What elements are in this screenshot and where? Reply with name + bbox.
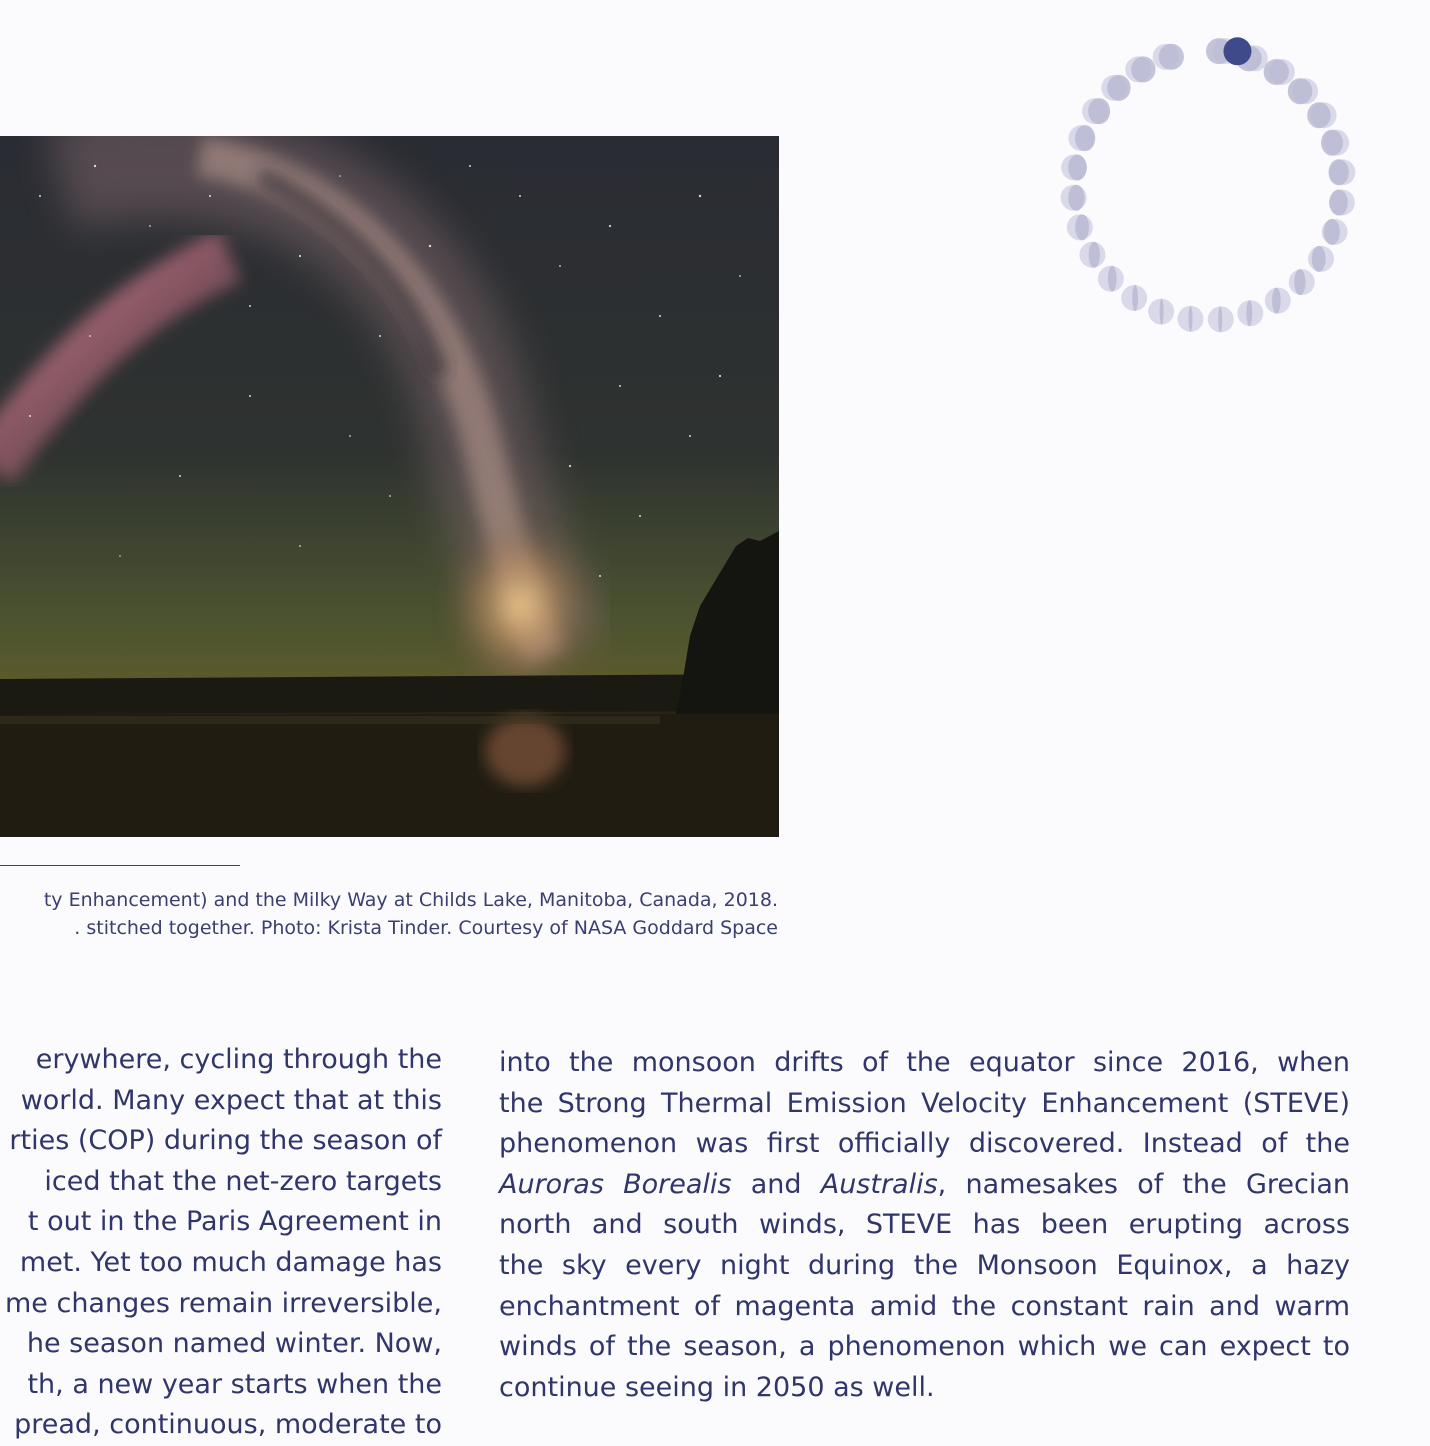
moon-phase-icon xyxy=(1125,56,1155,82)
moon-phase-icon xyxy=(1329,190,1355,216)
moon-phase-icon xyxy=(1148,299,1174,325)
moon-phase-icon xyxy=(1321,130,1349,156)
moon-phase-ring xyxy=(1050,30,1370,340)
moon-phase-icon xyxy=(1308,246,1334,272)
photo-caption xyxy=(0,886,778,942)
left-line-1: erywhere, cycling through the xyxy=(35,1044,442,1075)
moon-phase-icon xyxy=(1208,306,1234,332)
left-line-8: he season named winter. Now, xyxy=(26,1328,442,1360)
moon-phase-icon xyxy=(1067,214,1093,240)
moon-phase-icon xyxy=(1101,75,1130,101)
left-line-5: t out in the Paris Agreement in xyxy=(27,1206,442,1238)
moon-phase-icon xyxy=(1082,98,1110,124)
left-text-column xyxy=(0,1040,442,1446)
right-line-1: into the monsoon drifts of the equator since 2016, when xyxy=(499,1047,1350,1078)
moon-phase-icon xyxy=(1177,306,1203,332)
aurora-milky-way-photo xyxy=(0,136,779,837)
right-line-8: winds of the season, a phenomenon which we can expect to xyxy=(499,1331,1350,1363)
left-line-4: iced that the net-zero targets xyxy=(44,1165,442,1197)
left-line-10: pread, continuous, moderate to xyxy=(14,1409,442,1441)
right-line-4-mid: and xyxy=(731,1168,821,1200)
moon-phase-icon xyxy=(1237,300,1263,326)
caption-divider xyxy=(0,865,240,866)
moon-phase-icon xyxy=(1264,59,1295,85)
australis-italic: Australis xyxy=(820,1168,938,1200)
moon-phase-active-icon xyxy=(1223,37,1251,65)
right-line-5: north and south winds, STEVE has been erupting across xyxy=(499,1209,1350,1241)
right-line-6: the sky every night during the Monsoon Equinox, a hazy xyxy=(499,1249,1350,1281)
moon-phase-icon xyxy=(1307,102,1336,128)
right-line-2: the Strong Thermal Emission Velocity Enhancement (STEVE) xyxy=(499,1087,1350,1119)
moon-phase-icon xyxy=(1322,219,1348,245)
left-line-3: rties (COP) during the season of xyxy=(9,1125,442,1157)
moon-phase-icon xyxy=(1265,288,1291,314)
left-line-9: th, a new year starts when the xyxy=(27,1368,442,1400)
left-line-7: me changes remain irreversible, xyxy=(4,1287,442,1319)
moon-phase-ring-graphic xyxy=(1050,30,1370,340)
moon-phase-icon xyxy=(1121,285,1147,311)
right-line-4 xyxy=(499,1165,1350,1206)
left-line-6: met. Yet too much damage has xyxy=(19,1246,442,1278)
left-line-2: world. Many expect that at this xyxy=(20,1084,442,1116)
moon-phase-icon xyxy=(1068,125,1095,151)
right-text-column xyxy=(499,1043,1350,1408)
right-line-4-rest: , namesakes of the Grecian xyxy=(937,1168,1350,1200)
moon-phase-icon xyxy=(1061,185,1087,211)
moon-phase-icon xyxy=(1288,78,1318,104)
right-line-7: enchantment of magenta amid the constant rain and warm xyxy=(499,1290,1350,1322)
moon-phase-icon xyxy=(1329,159,1356,185)
caption-line-1: ty Enhancement) and the Milky Way at Childs Lake, Manitoba, Canada, 2018. xyxy=(43,889,778,911)
moon-phase-icon xyxy=(1098,266,1124,292)
moon-phase-icon xyxy=(1153,44,1184,70)
moon-phase-icon xyxy=(1061,154,1087,180)
moon-phase-icon xyxy=(1079,242,1105,268)
moon-phase-icon xyxy=(1289,269,1315,295)
caption-line-2: . stitched together. Photo: Krista Tinder. Courtesy of NASA Goddard Space xyxy=(74,917,778,939)
auroras-borealis-italic: Auroras Borealis xyxy=(499,1168,732,1200)
right-line-9: continue seeing in 2050 as well. xyxy=(499,1371,935,1403)
right-line-3: phenomenon was first officially discovered. Instead of the xyxy=(499,1128,1350,1160)
